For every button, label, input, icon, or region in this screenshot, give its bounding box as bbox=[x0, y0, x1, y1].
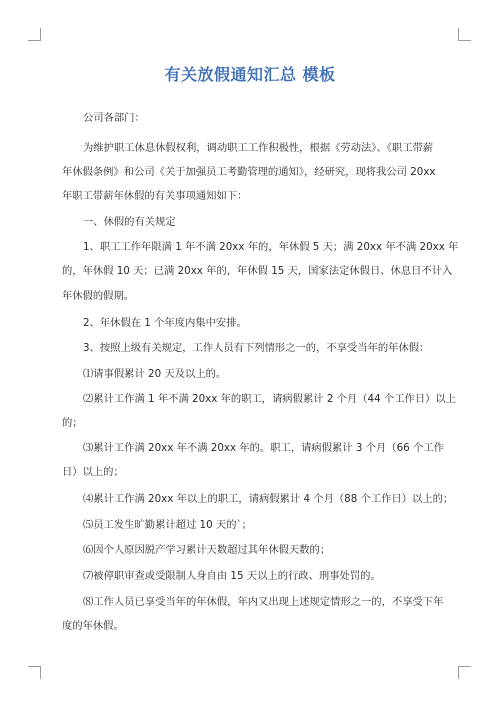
crop-mark-top-right bbox=[458, 28, 471, 41]
section-heading: 一、休假的有关规定 bbox=[83, 216, 176, 228]
paragraph-line: 年职工带薪年休假的有关事项通知如下： bbox=[62, 190, 248, 202]
list-item: ⑺被停职审查或受限制人身自由 15 天以上的行政、刑事处罚的。 bbox=[83, 570, 381, 582]
paragraph-line: 1、职工工作年限满 1 年不满 20xx 年的，年休假 5 天；满 20xx 年不满 20xx 年 bbox=[83, 241, 459, 253]
paragraph-line: 为维护职工休息休假权利，调动职工工作积极性，根据《劳动法》、《职工带薪 bbox=[83, 142, 434, 154]
crop-mark-top-left bbox=[28, 28, 41, 41]
list-item: ⑴请事假累计 20 天及以上的。 bbox=[83, 368, 227, 380]
list-item-continuation: 度的年休假。 bbox=[62, 620, 124, 632]
paragraph-line: 年休假的假期。 bbox=[62, 290, 135, 302]
paragraph-line: 的，年休假 10 天；已满 20xx 年的，年休假 15 天，国家法定休假日、休息日不计入 bbox=[62, 265, 453, 277]
list-item: ⑷累计工作满 20xx 年以上的职工，请病假累计 4 个月（88 个工作日）以上的； bbox=[83, 493, 454, 505]
crop-mark-bottom-left bbox=[28, 666, 41, 679]
list-item-continuation: 日）以上的； bbox=[62, 466, 124, 478]
list-item: ⑻工作人员已享受当年的年休假，年内又出现上述规定情形之一的，不享受下年 bbox=[83, 596, 444, 608]
document-title: 有关放假通知汇总 模板 bbox=[164, 65, 336, 84]
list-item: ⑵累计工作满 1 年不满 20xx 年的职工，请病假累计 2 个月（44 个工作日）以上 bbox=[83, 393, 457, 405]
paragraph-line: 2、年休假在 1 个年度内集中安排。 bbox=[83, 317, 247, 329]
paragraph-line: 年休假条例》和公司《关于加强员工考勤管理的通知》，经研究，现将我公司 20xx bbox=[62, 166, 436, 178]
list-item: ⑶累计工作满 20xx 年不满 20xx 年的。职工，请病假累计 3 个月（66 个工作 bbox=[83, 442, 444, 454]
salutation: 公司各部门： bbox=[83, 112, 145, 124]
paragraph-line: 3、按照上级有关规定，工作人员有下列情形之一的，不享受当年的年休假： bbox=[83, 342, 430, 354]
list-item-continuation: 的； bbox=[62, 417, 83, 429]
crop-mark-bottom-right bbox=[458, 666, 471, 679]
list-item: ⑸员工发生旷勤累计超过 10 天的`； bbox=[83, 519, 252, 531]
list-item: ⑹因个人原因脱产学习累计天数超过其年休假天数的； bbox=[83, 544, 331, 556]
